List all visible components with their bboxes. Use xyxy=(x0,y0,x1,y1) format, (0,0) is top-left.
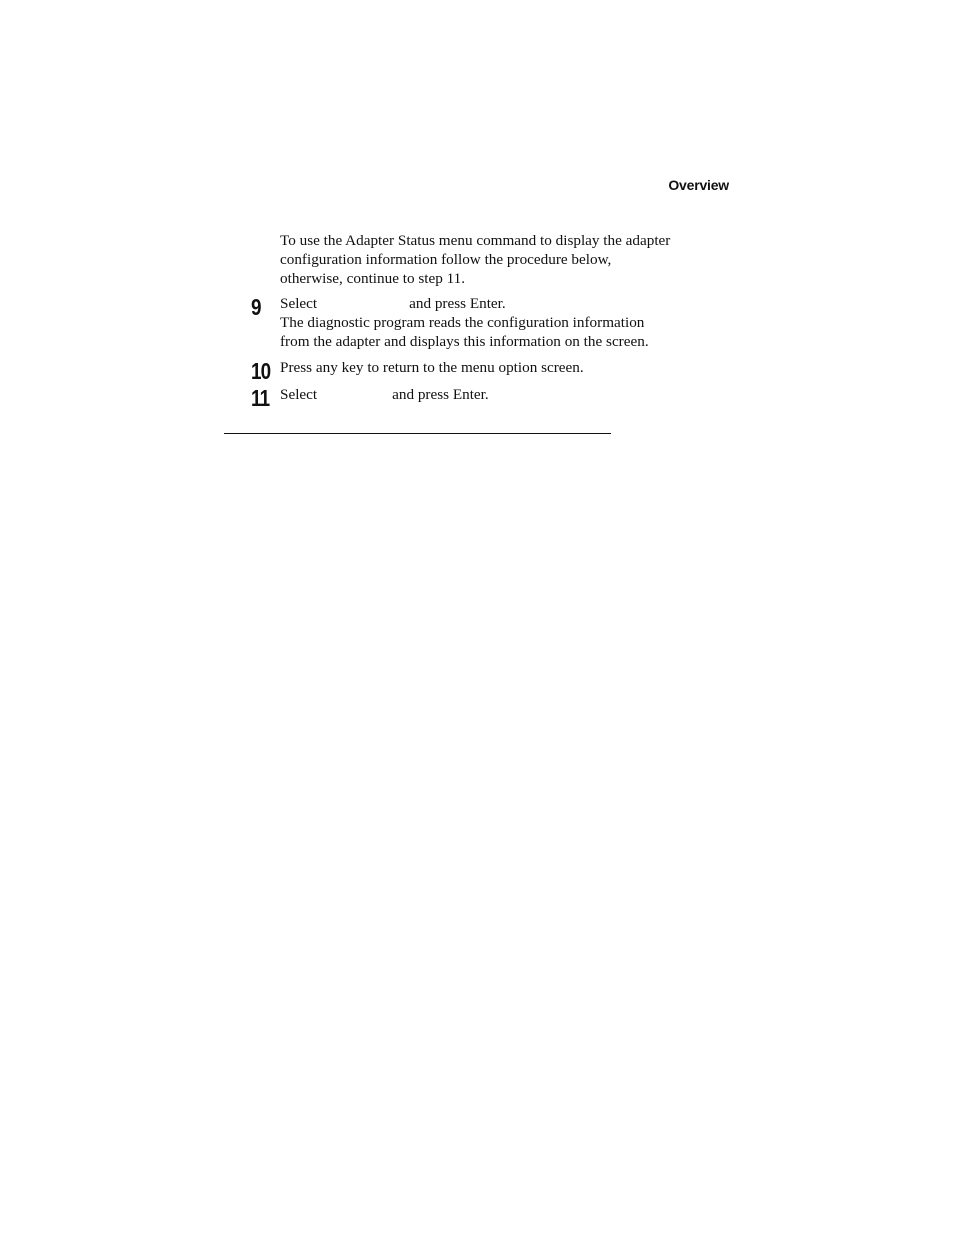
step-10 xyxy=(251,357,672,384)
step-9 xyxy=(251,294,672,351)
procedure-body xyxy=(251,232,672,411)
step-text xyxy=(280,386,672,405)
step-text xyxy=(280,295,672,314)
step-suffix: and press Enter. xyxy=(409,295,506,313)
running-header: Overview xyxy=(668,177,729,193)
step-prefix: Select xyxy=(280,295,318,313)
section-divider xyxy=(224,433,611,434)
step-prefix: Select xyxy=(280,385,318,403)
step-number: 9 xyxy=(251,294,261,321)
step-11 xyxy=(251,384,672,411)
step-description: The diagnostic program reads the configuration information from the adapter and displays this information on the screen. xyxy=(280,314,649,350)
step-number: 10 xyxy=(251,357,271,384)
step-text: Press any key to return to the menu option screen. xyxy=(280,358,584,376)
step-number: 11 xyxy=(251,384,270,411)
intro-paragraph: To use the Adapter Status menu command to display the adapter configuration information follow the procedure below, otherwise, continue to step 11. xyxy=(280,232,671,287)
step-suffix: and press Enter. xyxy=(392,385,489,403)
